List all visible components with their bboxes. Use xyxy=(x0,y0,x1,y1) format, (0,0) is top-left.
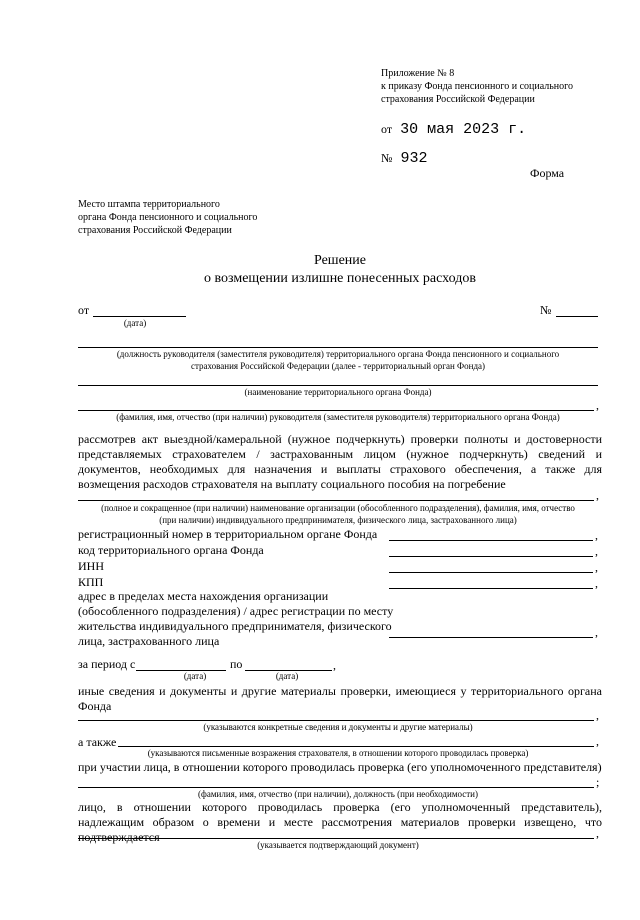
confirming-doc-comma: , xyxy=(596,826,599,840)
participation-text: при участии лица, в отношении которого проводилась проверка (его уполномоченного представителя) xyxy=(78,760,602,774)
address-comma: , xyxy=(595,625,598,639)
other-docs-comma: , xyxy=(596,708,599,722)
appendix-date-prefix: от xyxy=(381,122,393,136)
address-label-1: адрес в пределах места нахождения организации xyxy=(78,589,329,603)
branch-code-line[interactable] xyxy=(389,556,593,557)
appendix-order-line: к приказу Фонда пенсионного и социального xyxy=(381,81,573,92)
appendix-date-value: 30 мая 2023 г. xyxy=(400,121,527,138)
insurer-caption-2: (при наличии) индивидуального предпринимателя, физического лица, застрахованного лица) xyxy=(159,515,517,525)
other-docs-line[interactable] xyxy=(78,720,594,721)
address-label-2: (обособленного подразделения) / адрес регистрации по месту xyxy=(78,604,394,618)
appendix-date xyxy=(381,120,526,138)
document-subtitle: о возмещении излишне понесенных расходов xyxy=(204,271,476,286)
appendix-number-value: 932 xyxy=(400,150,428,167)
period-from-caption: (дата) xyxy=(183,671,207,681)
kpp-label: КПП xyxy=(78,575,104,589)
inn-line[interactable] xyxy=(389,572,593,573)
head-fio-caption: (фамилия, имя, отчество (при наличии) руководителя (заместителя руководителя) территориального органа Фонда) xyxy=(116,412,560,422)
kpp-line[interactable] xyxy=(389,588,593,589)
objections-comma: , xyxy=(596,734,599,748)
person-fio-caption: (фамилия, имя, отчество (при наличии), должность (при необходимости) xyxy=(198,789,478,799)
head-position-caption-1: (должность руководителя (заместителя руководителя) территориального органа Фонда пенсионного и социального xyxy=(116,349,560,359)
period-to-caption: (дата) xyxy=(275,671,299,681)
period-comma: , xyxy=(333,658,336,672)
objections-caption: (указываются письменные возражения страхователя, в отношении которого проводилась проверка) xyxy=(147,748,529,758)
insurer-name-comma: , xyxy=(596,488,599,502)
reg-number-comma: , xyxy=(595,528,598,542)
address-line[interactable] xyxy=(389,637,593,638)
person-fio-line[interactable] xyxy=(78,787,594,788)
period-to-label: по xyxy=(230,657,243,671)
inn-comma: , xyxy=(595,560,598,574)
stamp-place-line1: Место штампа территориального xyxy=(78,199,220,210)
head-fio-line[interactable] xyxy=(78,410,594,411)
insurer-caption-1: (полное и сокращенное (при наличии) наименование организации (обособленного подразделения), фамилия, имя, отчество xyxy=(101,503,575,513)
other-docs-caption: (указываются конкретные сведения и документы и другие материалы) xyxy=(203,722,473,732)
head-position-caption-2: страхования Российской Федерации (далее - территориальный орган Фонда) xyxy=(190,361,486,371)
appendix-number-prefix: № xyxy=(381,151,393,165)
date-input-line[interactable] xyxy=(93,316,186,317)
document-title: Решение xyxy=(313,253,366,268)
appendix-number xyxy=(381,149,427,167)
date-caption: (дата) xyxy=(123,318,147,328)
objections-line[interactable] xyxy=(118,746,594,747)
kpp-comma: , xyxy=(595,576,598,590)
address-label-4: лица, застрахованного лица xyxy=(78,634,220,648)
period-from-label: за период с xyxy=(78,657,136,671)
insurer-name-line[interactable] xyxy=(78,500,594,501)
reg-number-label: регистрационный номер в территориальном органе Фонда xyxy=(78,527,378,541)
appendix-title: Приложение № 8 xyxy=(381,68,455,79)
number-label: № xyxy=(540,303,552,317)
confirming-doc-caption: (указывается подтверждающий документ) xyxy=(257,840,419,850)
also-label: а также xyxy=(78,735,117,749)
confirming-doc-line[interactable] xyxy=(78,838,594,839)
org-name-line[interactable] xyxy=(78,385,598,386)
date-from-label: от xyxy=(78,303,90,317)
head-position-line[interactable] xyxy=(78,347,598,348)
stamp-place-line3: страхования Российской Федерации xyxy=(78,225,232,236)
head-fio-comma: , xyxy=(596,398,599,412)
branch-code-label: код территориального органа Фонда xyxy=(78,543,264,557)
stamp-place-line2: органа Фонда пенсионного и социального xyxy=(78,212,258,223)
person-fio-semicolon: ; xyxy=(596,775,600,789)
org-name-caption: (наименование территориального органа Фонда) xyxy=(244,387,432,397)
inn-label: ИНН xyxy=(78,559,104,573)
appendix-org-line: страхования Российской Федерации xyxy=(381,94,535,105)
review-paragraph: рассмотрев акт выездной/камеральной (нужное подчеркнуть) проверки полноты и достоверности представляемых страхователем / застрахованным лицом (нужное подчеркнуть) сведений и документов, необходимых для назначения и выплаты страхового обеспечения, а также для возмещения расходов страхователя на выплату социального пособия на погребение xyxy=(78,432,602,491)
other-docs-text: иные сведения и документы и другие материалы проверки, имеющиеся у территориального органа Фонда xyxy=(78,684,602,713)
branch-code-comma: , xyxy=(595,544,598,558)
reg-number-line[interactable] xyxy=(389,540,593,541)
number-input-line[interactable] xyxy=(556,316,598,317)
notified-text: лицо, в отношении которого проводилась проверка (его уполномоченный представитель), надлежащим образом о времени и месте рассмотрения материалов проверки извещено, что подтверждается xyxy=(78,800,602,844)
form-label: Форма xyxy=(530,166,565,180)
address-label-3: жительства индивидуального предпринимателя, физического xyxy=(78,619,392,633)
